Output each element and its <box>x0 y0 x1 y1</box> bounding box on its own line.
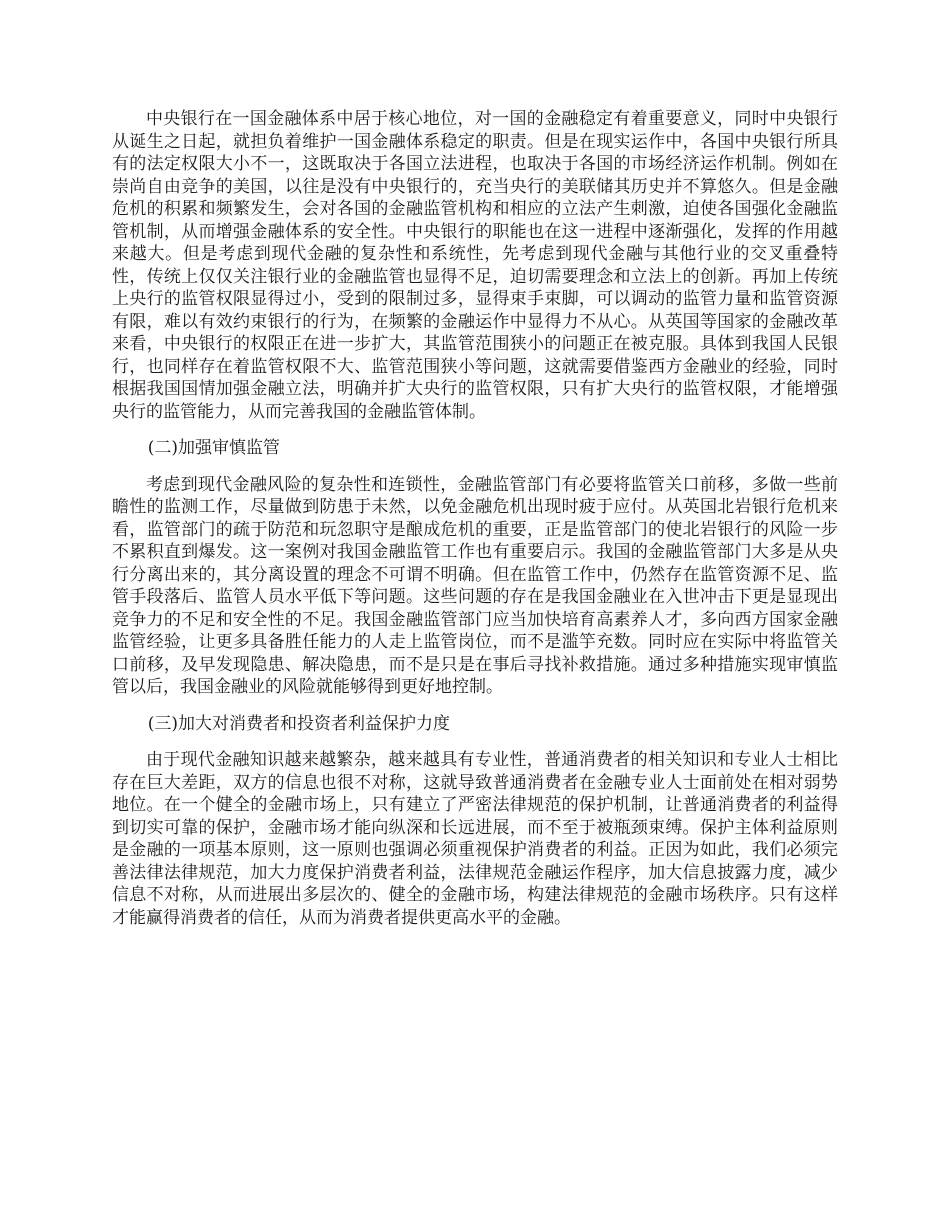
paragraph-consumer-protection: 由于现代金融知识越来越繁杂，越来越具有专业性，普通消费者的相关知识和专业人士相比存在巨大差距，双方的信息也很不对称，这就导致普通消费者在金融专业人士面前处在相对弱势地位。在一个健全的金融市场上，只有建立了严密法律规范的保护机制，让普通消费者的利益得到切实可靠的保护，金融市场才能向纵深和长远进展，而不至于被瓶颈束缚。保护主体利益原则是金融的一项基本原则，这一原则也强调必须重视保护消费者的利益。正因为如此，我们必须完善法律法律规范，加大力度保护消费者利益，法律规范金融运作程序，加大信息披露力度，减少信息不对称，从而进展出多层次的、健全的金融市场，构建法律规范的金融市场秩序。只有这样才能赢得消费者的信任，从而为消费者提供更高水平的金融。 <box>112 750 838 928</box>
paragraph-central-bank: 中央银行在一国金融体系中居于核心地位，对一国的金融稳定有着重要意义，同时中央银行从诞生之日起，就担负着维护一国金融体系稳定的职责。但是在现实运作中，各国中央银行所具有的法定权限大小不一，这既取决于各国立法进程，也取决于各国的市场经济运作机制。例如在崇尚自由竞争的美国，以往是没有中央银行的，充当央行的美联储其历史并不算悠久。但是金融危机的积累和频繁发生，会对各国的金融监管机构和相应的立法产生刺激，迫使各国强化金融监管机制，从而增强金融体系的安全性。中央银行的职能也在这一进程中逐渐强化，发挥的作用越来越大。但是考虑到现代金融的复杂性和系统性，先考虑到现代金融与其他行业的交叉重叠特性，传统上仅仅关注银行业的金融监管也显得不足，迫切需要理念和立法上的创新。再加上传统上央行的监管权限显得过小，受到的限制过多，显得束手束脚，可以调动的监管力量和监管资源有限，难以有效约束银行的行为，在频繁的金融运作中显得力不从心。从英国等国家的金融改革来看，中央银行的权限正在进一步扩大，其监管范围狭小的问题正在被克服。具体到我国人民银行，也同样存在着监管权限不大、监管范围狭小等问题，这就需要借鉴西方金融业的经验，同时根据我国国情加强金融立法，明确并扩大央行的监管权限，只有扩大央行的监管权限，才能增强央行的监管能力，从而完善我国的金融监管体制。 <box>112 109 838 422</box>
paragraph-prudential-supervision: 考虑到现代金融风险的复杂性和连锁性，金融监管部门有必要将监管关口前移，多做一些前瞻性的监测工作，尽量做到防患于未然，以免金融危机出现时疲于应付。从英国北岩银行危机来看，监管部门的疏于防范和玩忽职守是酿成危机的重要，正是监管部门的使北岩银行的风险一步不累积直到爆发。这一案例对我国金融监管工作也有重要启示。我国的金融监管部门大多是从央行分离出来的，其分离设置的理念不可谓不明确。但在监管工作中，仍然存在监管资源不足、监管手段落后、监管人员水平低下等问题。这些问题的存在是我国金融业在入世冲击下更是显现出竞争力的不足和安全性的不足。我国金融监管部门应当加快培育高素养人才，多向西方国家金融监管经验，让更多具备胜任能力的人走上监管岗位，而不是滥竽充数。同时应在实际中将监管关口前移，及早发现隐患、解决隐患，而不是只是在事后寻找补救措施。通过多种措施实现审慎监管以后，我国金融业的风险就能够得到更好地控制。 <box>112 474 838 697</box>
document-page <box>112 108 838 929</box>
section-heading-prudential-supervision: (二)加强审慎监管 <box>147 438 280 458</box>
section-heading-consumer-protection: (三)加大对消费者和投资者利益保护力度 <box>147 713 450 734</box>
